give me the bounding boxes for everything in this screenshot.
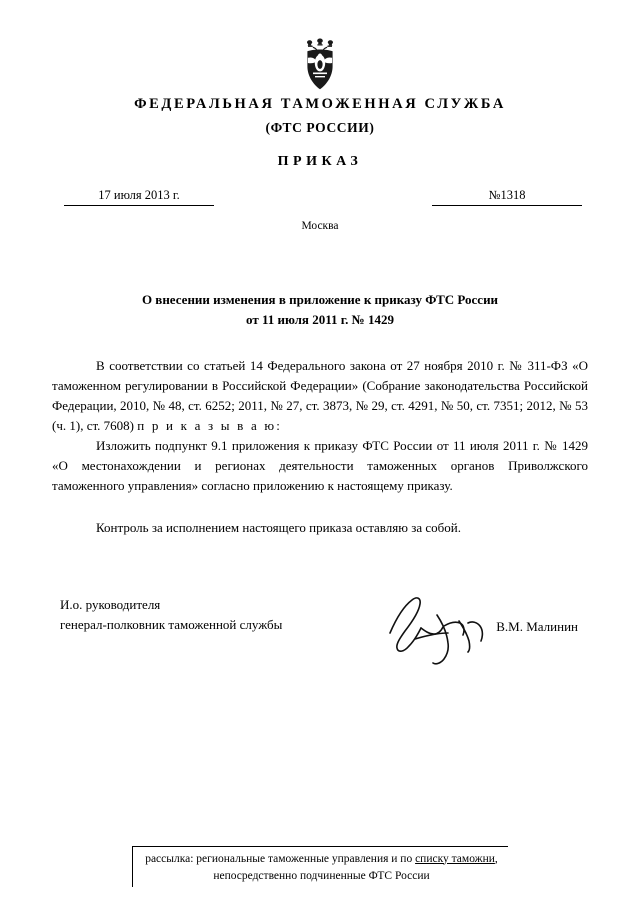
order-word: п р и к а з ы в а ю: [137,417,283,433]
distribution-underlined: списку таможни [415,852,495,865]
distribution-prefix: рассылка: региональные таможенные управления и по [145,852,416,865]
footer [0,846,640,888]
paragraph-1-text: В соответствии со статьей 14 Федерального закона от 27 ноября 2010 г. № 311-ФЗ «О таможенном регулировании в Российской Федерации» (Собрание законодательства Российской Федерации, 2010, № 48, ст. 6252; 2011, № 27, ст. 3873, № 29, ст. 4291, № 50, ст. 7351; 2012, № 53 (ч. 1), ст. 7608) [52,358,588,433]
body-paragraph-1 [52,356,588,435]
distribution-line-2: непосредственно подчиненные ФТС России [213,869,430,882]
signer-name: В.М. Малинин [496,619,578,635]
subject-line-2: от 11 июля 2011 г. № 1429 [246,312,394,328]
document-subject [52,290,588,330]
signature-block [52,595,588,695]
signer-position-line-2: генерал-полковник таможенной службы [60,617,283,633]
distribution-suffix: , [494,852,498,865]
document-meta-row [52,188,588,214]
signer-position [60,595,282,635]
document-body [52,356,588,537]
document-number: №1318 [432,188,582,206]
document-city: Москва [301,220,339,232]
organization-subtitle: (ФТС РОССИИ) [265,120,375,135]
distribution-line-1 [145,851,498,868]
control-note: Контроль за исполнением настоящего приказа оставляю за собой. [96,519,461,535]
document-date: 17 июля 2013 г. [64,188,214,206]
russian-coat-of-arms-icon [296,36,344,90]
signer-position-line-1: И.о. руководителя [60,597,161,613]
organization-title: ФЕДЕРАЛЬНАЯ ТАМОЖЕННАЯ СЛУЖБА [134,96,506,112]
subject-line-1: О внесении изменения в приложение к приказу ФТС России [141,292,499,307]
document-kind: ПРИКАЗ [277,154,363,169]
handwritten-signature-icon [382,587,512,677]
emblem-container [52,0,588,90]
distribution-note [132,846,508,888]
body-paragraph-2: Изложить подпункт 9.1 приложения к приказу ФТС России от 11 июля 2011 г. № 1429 «О местонахождении и регионах деятельности таможенных органов Приволжского таможенного управления» согласно приложению к настоящему приказу. [52,438,588,493]
